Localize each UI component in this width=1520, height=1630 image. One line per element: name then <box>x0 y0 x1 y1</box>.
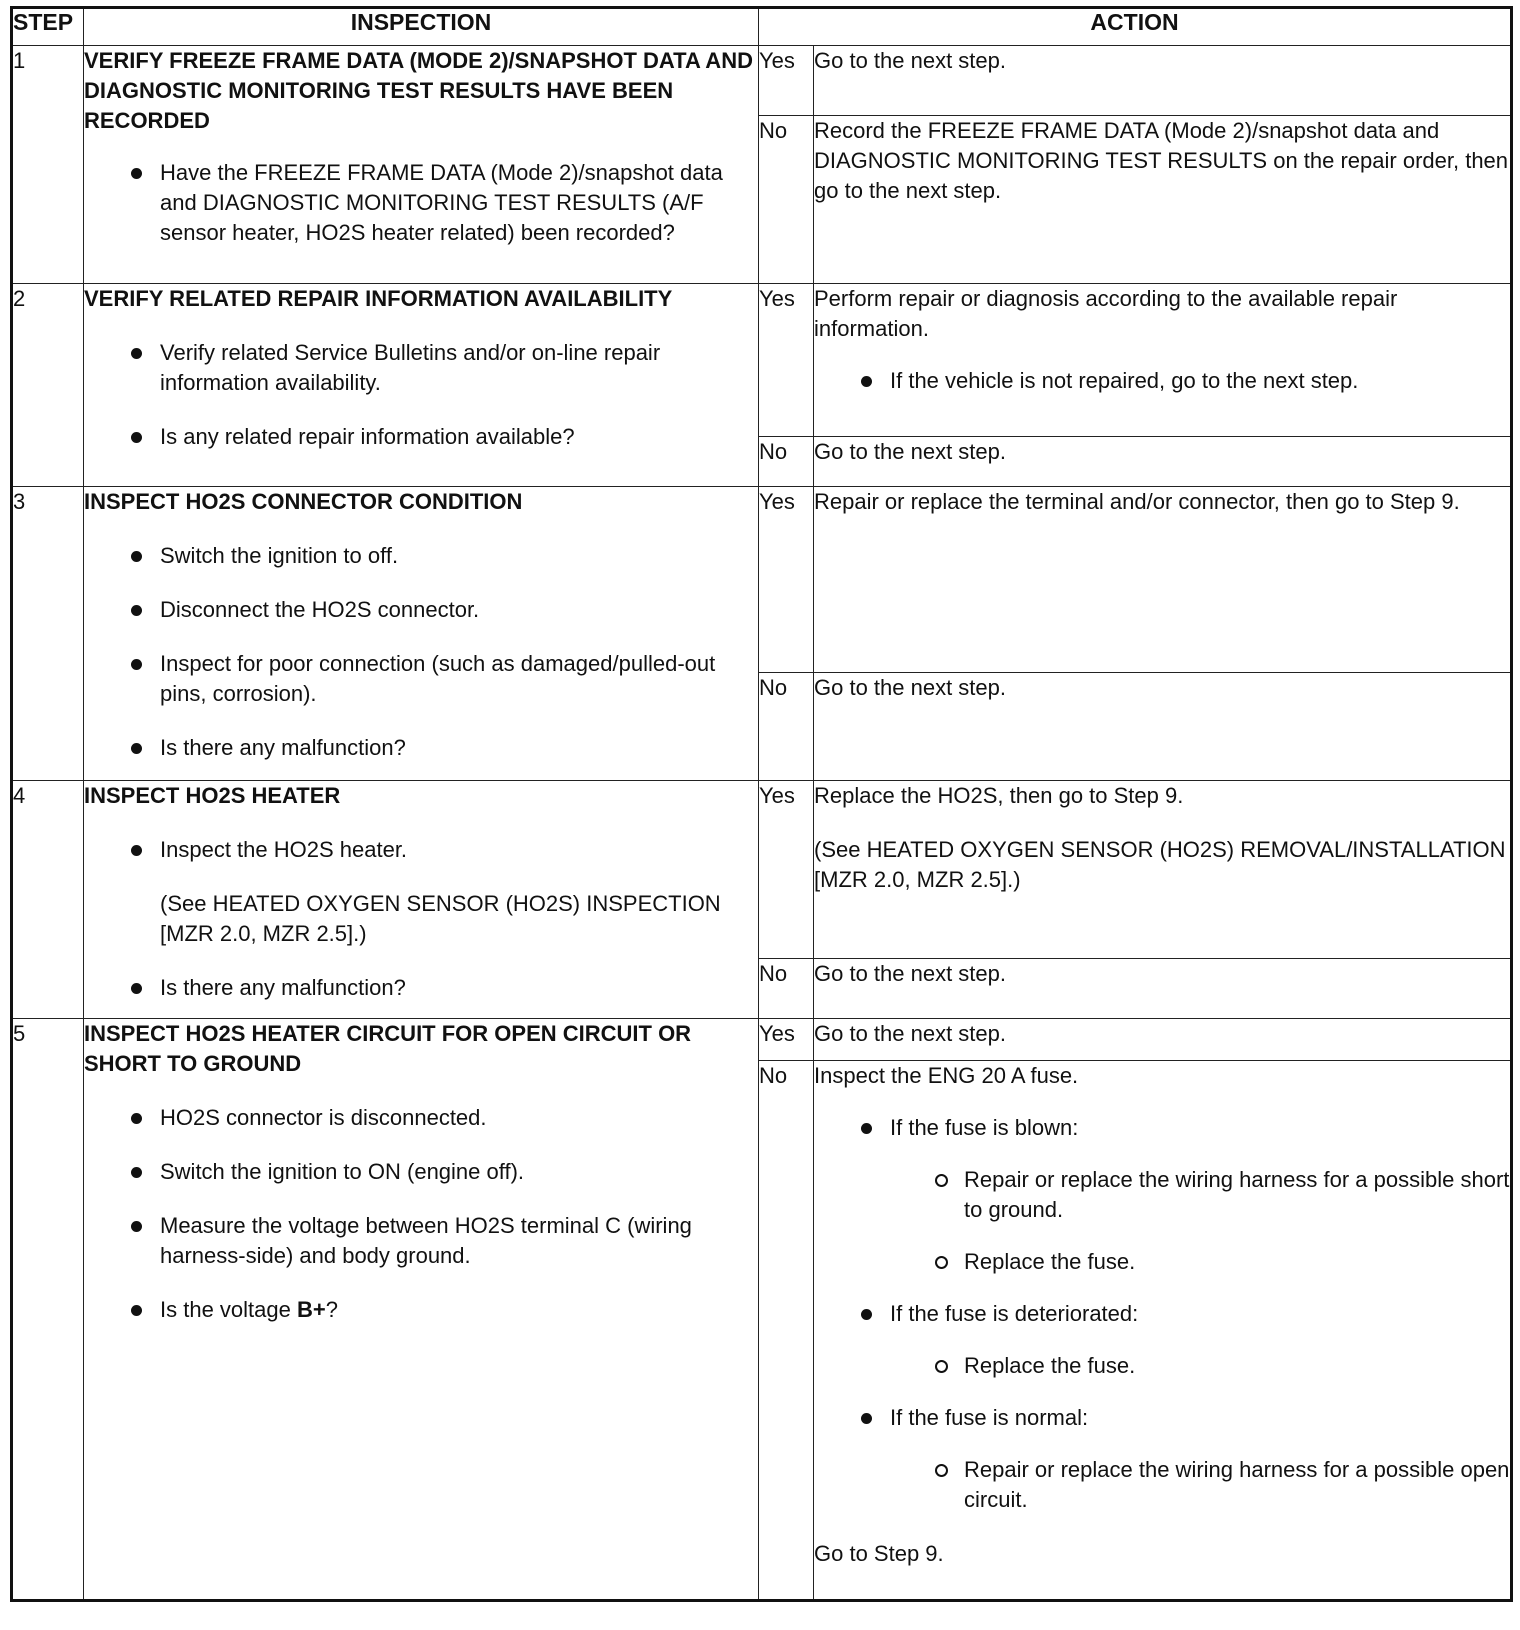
inspection-bullet: Verify related Service Bulletins and/or on-line repair information availability. <box>84 338 758 398</box>
step-number: 4 <box>12 781 84 1019</box>
step-2-inspection <box>84 284 759 487</box>
step-2-yes-row <box>12 284 1512 437</box>
action-bullet: If the fuse is normal: <box>814 1403 1510 1433</box>
step-number: 1 <box>12 46 84 284</box>
action-bullet: If the fuse is blown: <box>814 1113 1510 1143</box>
inspection-bullet: Switch the ignition to off. <box>84 541 758 571</box>
yes-label: Yes <box>759 1019 814 1061</box>
action-bullet: If the vehicle is not repaired, go to the next step. <box>814 366 1510 396</box>
yes-action: Go to the next step. <box>814 46 1512 116</box>
no-action: Go to the next step. <box>814 673 1512 781</box>
step-1-inspection <box>84 46 759 284</box>
no-action: Go to the next step. <box>814 437 1512 487</box>
inspection-bullet: Is any related repair information available? <box>84 422 758 452</box>
step-number: 5 <box>12 1019 84 1601</box>
step-title: VERIFY FREEZE FRAME DATA (MODE 2)/SNAPSHOT DATA AND DIAGNOSTIC MONITORING TEST RESULTS HAVE BEEN RECORDED <box>84 48 753 133</box>
inspection-bullet: Inspect for poor connection (such as damaged/pulled-out pins, corrosion). <box>84 649 758 709</box>
inspection-bullet: Switch the ignition to ON (engine off). <box>84 1157 758 1187</box>
no-action: Inspect the ENG 20 A fuse. <box>814 1063 1079 1088</box>
yes-action-cell <box>814 781 1512 959</box>
no-label: No <box>759 1061 814 1601</box>
inspection-bullet: Is there any malfunction? <box>84 973 758 1003</box>
no-label: No <box>759 959 814 1019</box>
inspection-bullet: Have the FREEZE FRAME DATA (Mode 2)/snapshot data and DIAGNOSTIC MONITORING TEST RESULTS (A/F sensor heater, HO2S heater related) been recorded? <box>84 158 758 248</box>
bullet-text: Is the voltage <box>160 1297 297 1322</box>
step-5-yes-row <box>12 1019 1512 1061</box>
action-reference: (See HEATED OXYGEN SENSOR (HO2S) REMOVAL/INSTALLATION [MZR 2.0, MZR 2.5].) <box>814 837 1506 892</box>
yes-action: Repair or replace the terminal and/or connector, then go to Step 9. <box>814 487 1512 673</box>
inspection-bullet: Inspect the HO2S heater. <box>84 835 758 865</box>
yes-label: Yes <box>759 46 814 116</box>
step-number: 3 <box>12 487 84 781</box>
yes-label: Yes <box>759 284 814 437</box>
yes-action: Replace the HO2S, then go to Step 9. <box>814 783 1184 808</box>
step-title: VERIFY RELATED REPAIR INFORMATION AVAILABILITY <box>84 286 673 311</box>
step-1-yes-row <box>12 46 1512 116</box>
yes-action-cell <box>814 284 1512 437</box>
action-sub-bullet: Repair or replace the wiring harness for a possible open circuit. <box>814 1455 1510 1515</box>
yes-label: Yes <box>759 487 814 673</box>
action-sub-bullet: Repair or replace the wiring harness for a possible short to ground. <box>814 1165 1510 1225</box>
no-label: No <box>759 437 814 487</box>
diagnostic-procedure-table <box>10 6 1513 1602</box>
step-title: INSPECT HO2S HEATER CIRCUIT FOR OPEN CIRCUIT OR SHORT TO GROUND <box>84 1021 692 1076</box>
inspection-bullet: Measure the voltage between HO2S terminal C (wiring harness-side) and body ground. <box>84 1211 758 1271</box>
bullet-text: ? <box>325 1297 338 1322</box>
no-label: No <box>759 673 814 781</box>
yes-action: Go to the next step. <box>814 1019 1512 1061</box>
step-5-inspection <box>84 1019 759 1601</box>
inspection-reference: (See HEATED OXYGEN SENSOR (HO2S) INSPECTION [MZR 2.0, MZR 2.5].) <box>160 891 721 946</box>
step-4-inspection <box>84 781 759 1019</box>
header-row <box>12 8 1512 46</box>
step-title: INSPECT HO2S CONNECTOR CONDITION <box>84 489 523 514</box>
inspection-bullet: Disconnect the HO2S connector. <box>84 595 758 625</box>
step-3-inspection <box>84 487 759 781</box>
voltage-value: B+ <box>296 1297 326 1322</box>
no-label: No <box>759 116 814 284</box>
action-sub-bullet: Replace the fuse. <box>814 1247 1510 1277</box>
header-step: STEP <box>12 8 84 46</box>
yes-action: Perform repair or diagnosis according to the available repair information. <box>814 286 1398 341</box>
no-action-cell <box>814 1061 1512 1601</box>
yes-label: Yes <box>759 781 814 959</box>
no-action: Record the FREEZE FRAME DATA (Mode 2)/snapshot data and DIAGNOSTIC MONITORING TEST RESULTS on the repair order, then go to the next step. <box>814 116 1512 284</box>
inspection-bullet: Is there any malfunction? <box>84 733 758 763</box>
action-sub-bullet: Replace the fuse. <box>814 1351 1510 1381</box>
header-action: ACTION <box>759 8 1512 46</box>
inspection-bullet: HO2S connector is disconnected. <box>84 1103 758 1133</box>
step-number: 2 <box>12 284 84 487</box>
step-3-yes-row <box>12 487 1512 673</box>
header-inspection: INSPECTION <box>84 8 759 46</box>
action-final: Go to Step 9. <box>814 1541 944 1566</box>
action-bullet: If the fuse is deteriorated: <box>814 1299 1510 1329</box>
step-title: INSPECT HO2S HEATER <box>84 783 341 808</box>
step-4-yes-row <box>12 781 1512 959</box>
no-action: Go to the next step. <box>814 959 1512 1019</box>
inspection-bullet-voltage <box>84 1295 758 1325</box>
